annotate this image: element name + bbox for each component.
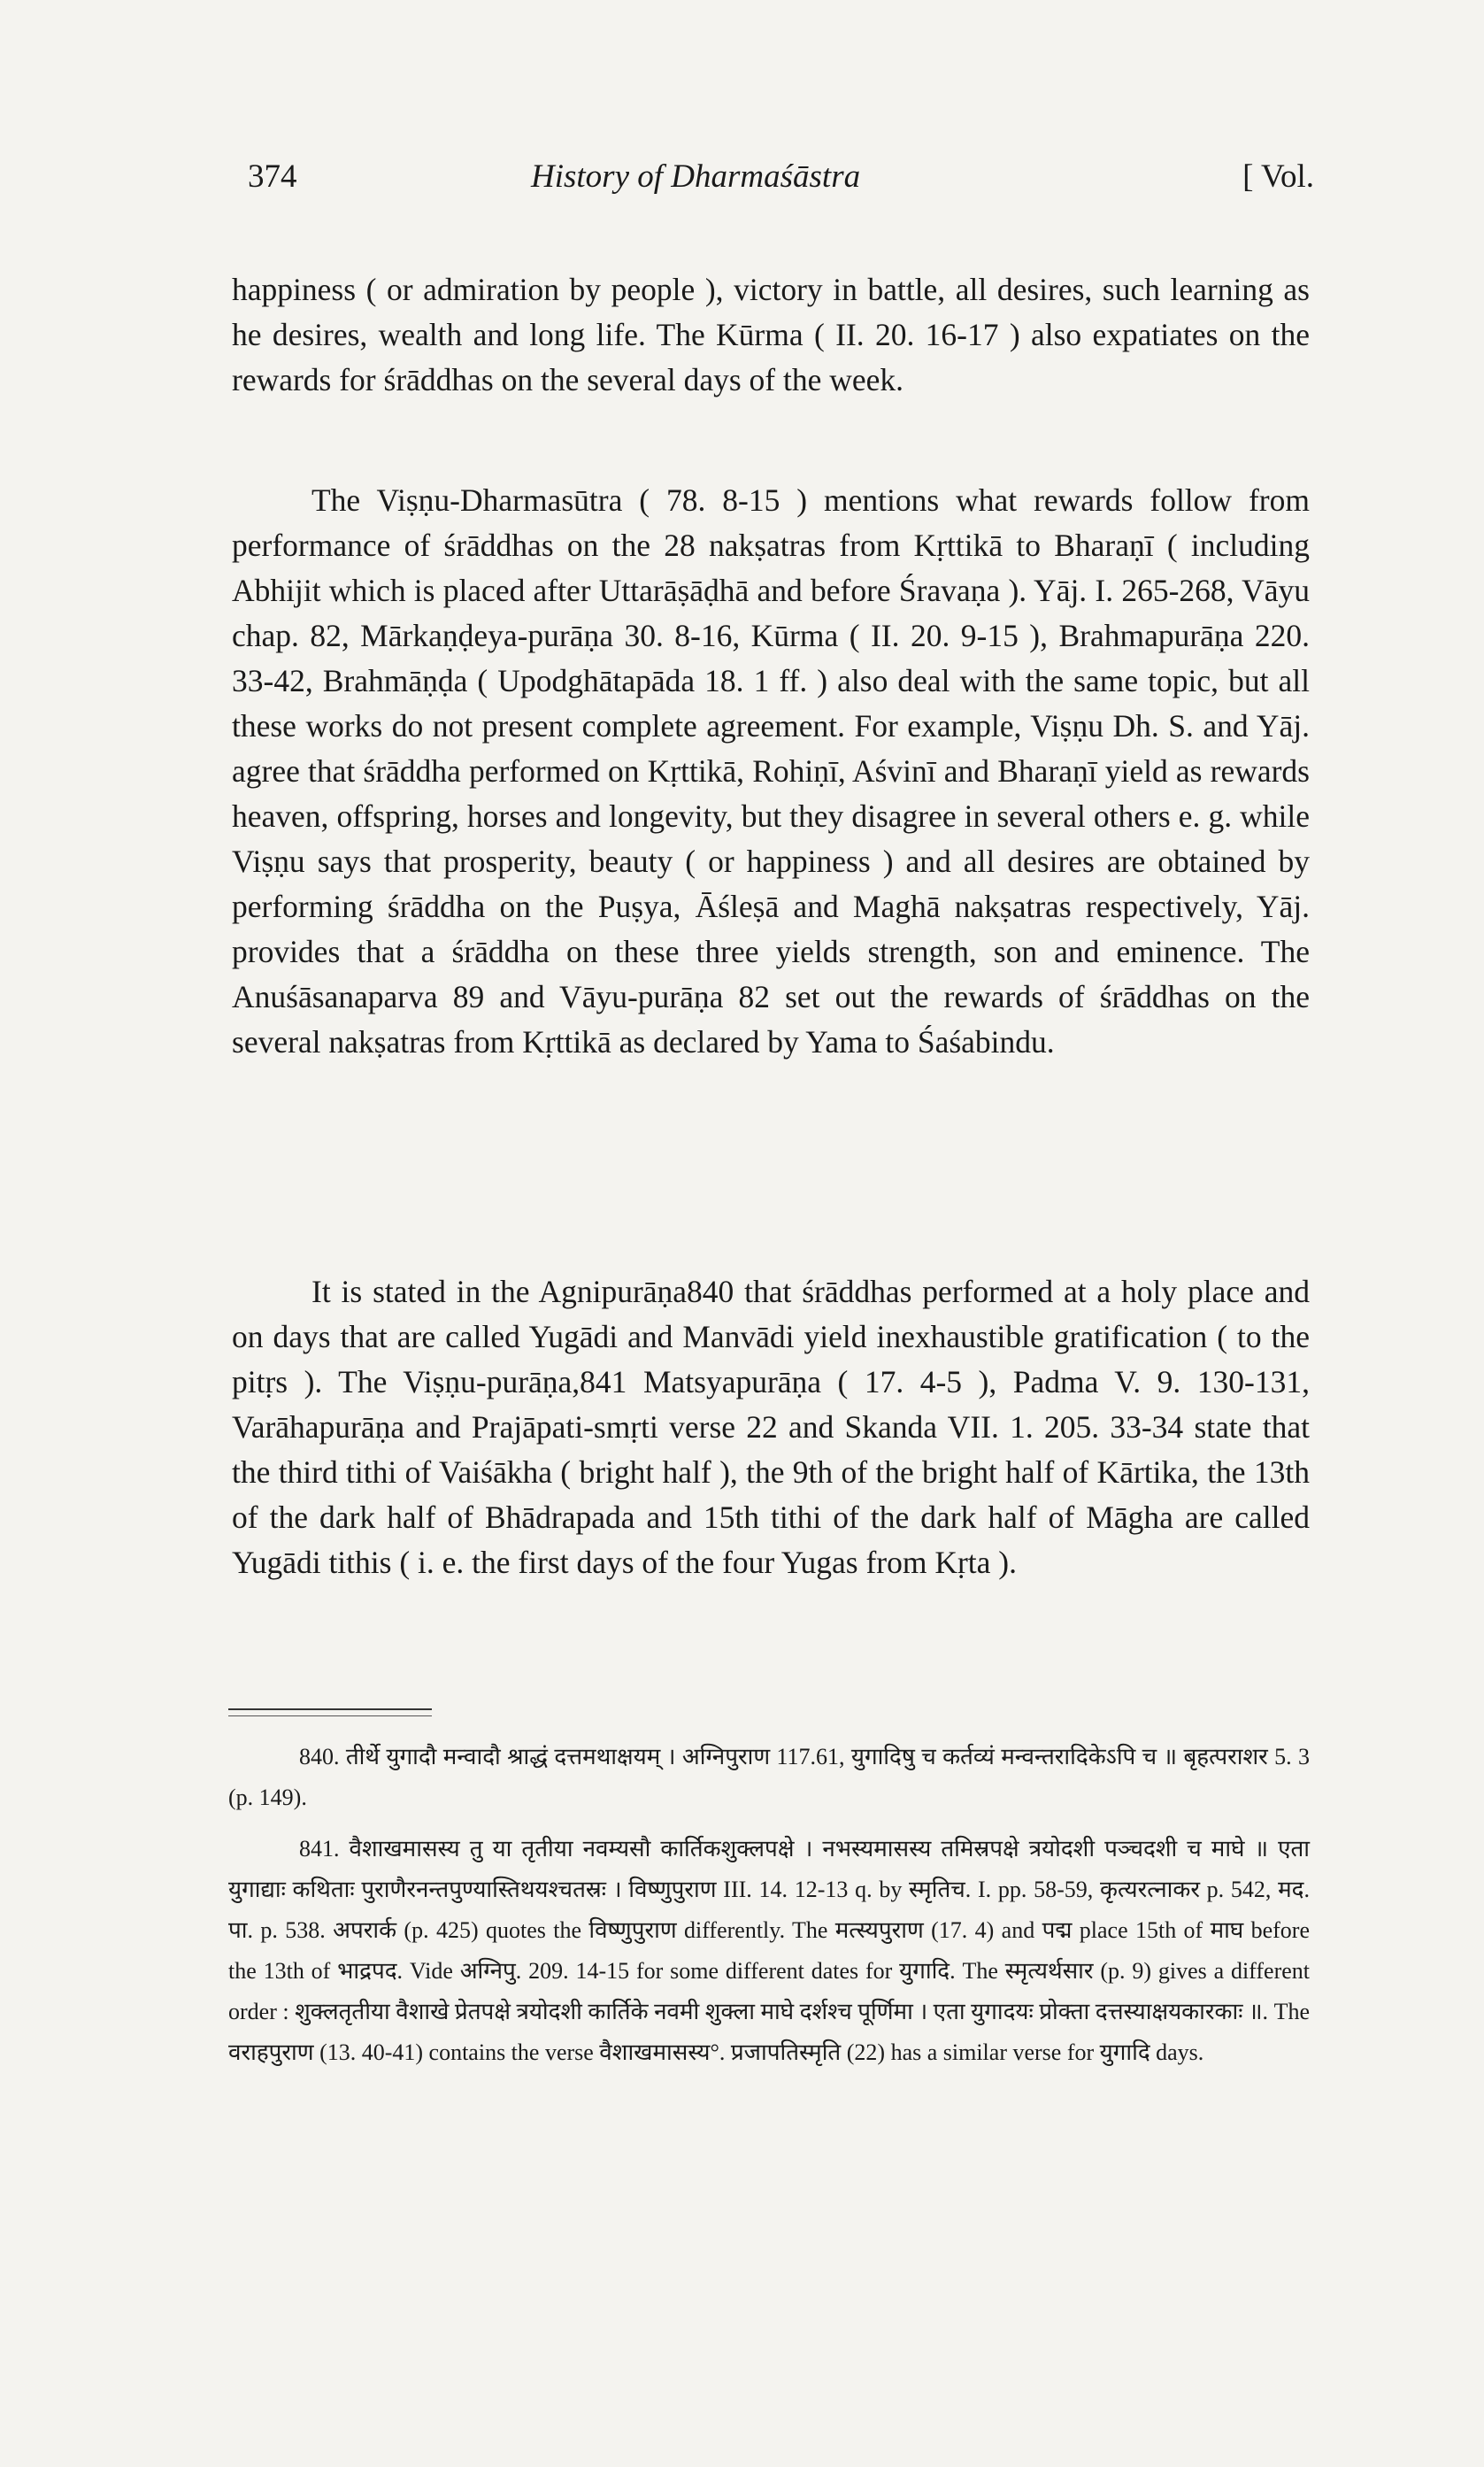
footnotes — [228, 1737, 1310, 2084]
footnote-separator — [228, 1708, 432, 1710]
paragraph-text: The Viṣṇu-Dharmasūtra ( 78. 8-15 ) mentions what rewards follow from performance of śrāddhas on the 28 nakṣatras from Kṛttikā to Bharaṇī ( including Abhijit which is placed after Uttarāṣāḍhā and before Śravaṇa ). Yāj. I. 265-268, Vāyu chap. 82, Mārkaṇḍeya-purāṇa 30. 8-16, Kūrma ( II. 20. 9-15 ), Brahmapurāṇa 220. 33-42, Brahmāṇḍa ( Upodghātapāda 18. 1 ff. ) also deal with the same topic, but all these works do not present complete agreement. For example, Viṣṇu Dh. S. and Yāj. agree that śrāddha performed on Kṛttikā, Rohiṇī, Aśvinī and Bharaṇī yield as rewards heaven, offspring, horses and longevity, but they disagree in several others e. g. while Viṣṇu says that prosperity, beauty ( or happiness ) and all desires are obtained by performing śrāddha on the Puṣya, Āśleṣā and Maghā nakṣatras respectively, Yāj. provides that a śrāddha on these three yields strength, son and eminence. The Anuśāsanaparva 89 and Vāyu-purāṇa 82 set out the rewards of śrāddhas on the several nakṣatras from Kṛttikā as declared by Yama to Śaśabindu. — [232, 482, 1310, 1060]
footnote-840: 840. तीर्थे युगादौ मन्वादौ श्राद्धं दत्तमथाक्षयम् । अग्निपुराण 117.61, युगादिषु च कर्तव्यं मन्वन्तरादिकेऽपि च ॥ बृहत्पराशर 5. 3 (p. 149). — [228, 1744, 1310, 1810]
page-header — [239, 158, 1314, 211]
paragraph-text: happiness ( or admiration by people ), victory in battle, all desires, such learning as he desires, wealth and long life. The Kūrma ( II. 20. 16-17 ) also expatiates on the rewards for śrāddhas on the several days of the week. — [232, 272, 1310, 397]
paragraph-text: It is stated in the Agnipurāṇa840 that śrāddhas performed at a holy place and on days that are called Yugādi and Manvādi yield inexhaustible gratification ( to the pitṛs ). The Viṣṇu-purāṇa,841 Matsyapurāṇa ( 17. 4-5 ), Padma V. 9. 130-131, Varāhapurāṇa and Prajāpati-smṛti verse 22 and Skanda VII. 1. 205. 33-34 state that the third tithi of Vaiśākha ( bright half ), the 9th of the bright half of Kārtika, the 13th of the dark half of Bhādrapada and 15th tithi of the dark half of Māgha are called Yugādi tithis ( i. e. the first days of the four Yugas from Kṛta ). — [232, 1274, 1310, 1580]
page-number: 374 — [248, 158, 297, 195]
body-paragraph-3 — [232, 1269, 1310, 1585]
running-title: History of Dharmaśāstra — [531, 158, 861, 195]
body-paragraph-2 — [232, 478, 1310, 1065]
volume-marker: [ Vol. — [1242, 158, 1314, 195]
footnote-separator-line — [228, 1715, 432, 1716]
body-paragraph-1 — [232, 267, 1310, 403]
footnote-841: 841. वैशाखमासस्य तु या तृतीया नवम्यसौ कार्तिकशुक्लपक्षे । नभस्यमासस्य तमिस्रपक्षे त्रयोदशी पञ्चदशी च माघे ॥ एता युगाद्याः कथिताः पुराणैरनन्तपुण्यास्तिथयश्चतस्रः । विष्णुपुराण III. 14. 12-13 q. by स्मृतिच. I. pp. 58-59, कृत्यरत्नाकर p. 542, मद. पा. p. 538. अपरार्क (p. 425) quotes the विष्णुपुराण differently. The मत्स्यपुराण (17. 4) and पद्म place 15th of माघ before the 13th of भाद्रपद. Vide अग्निपु. 209. 14-15 for some different dates for युगादि. The स्मृत्यर्थसार (p. 9) gives a different order : शुक्लतृतीया वैशाखे प्रेतपक्षे त्रयोदशी कार्तिके नवमी शुक्ला माघे दर्शश्च पूर्णिमा । एता युगादयः प्रोक्ता दत्तस्याक्षयकारकाः ॥. The वराहपुराण (13. 40-41) contains the verse वैशाखमासस्य°. प्रजापतिस्मृति (22) has a similar verse for युगादि days. — [228, 1836, 1310, 2065]
